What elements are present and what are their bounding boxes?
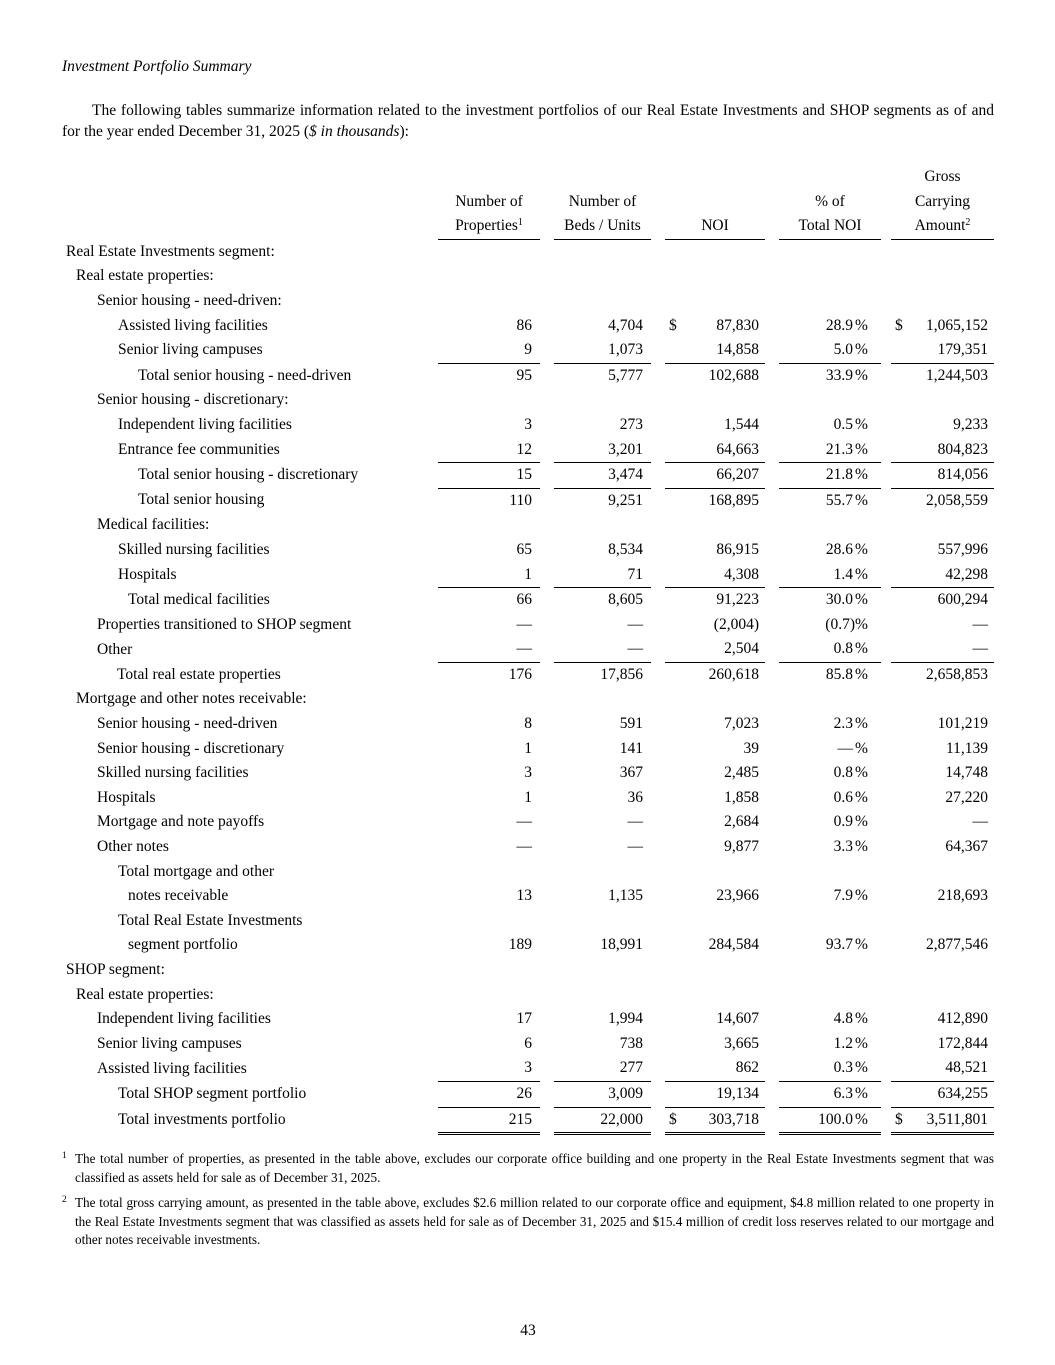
row-label: Real estate properties: bbox=[76, 267, 214, 285]
cell-noi: 284,584 bbox=[708, 936, 759, 954]
row-label: Total Real Estate Investments bbox=[118, 911, 303, 929]
cell-properties: 86 bbox=[516, 316, 532, 334]
cell-pct-total-noi: 0.8 % bbox=[833, 764, 868, 782]
table-header bbox=[62, 165, 994, 239]
cell-pct-total-noi: 4.8 % bbox=[833, 1010, 868, 1028]
cell-noi: 91,223 bbox=[665, 588, 765, 613]
table-row bbox=[62, 637, 994, 662]
row-label: Senior housing - need-driven bbox=[97, 715, 278, 733]
cell-pct-total-noi: 28.9 % bbox=[825, 316, 868, 334]
cell-noi: 1,858 bbox=[724, 788, 759, 806]
header-amount: Amount$^2$ bbox=[891, 214, 994, 239]
cell-gross-carrying-amount: 634,255 bbox=[891, 1081, 994, 1107]
cell-properties: 66 bbox=[438, 588, 540, 613]
cell-properties: — bbox=[516, 813, 532, 831]
row-label: Skilled nursing facilities bbox=[97, 764, 249, 782]
table-body bbox=[62, 239, 994, 1133]
table-row bbox=[62, 884, 994, 909]
cell-properties: 1 bbox=[524, 565, 532, 583]
table-row bbox=[62, 488, 994, 513]
cell-noi: $ 303,718 bbox=[665, 1107, 765, 1134]
table-row bbox=[62, 761, 994, 786]
currency-symbol: $ bbox=[895, 1110, 903, 1128]
cell-gross-carrying-amount: 11,139 bbox=[945, 739, 988, 757]
row-label: Properties transitioned to SHOP segment bbox=[97, 615, 352, 633]
row-label: Other bbox=[97, 640, 133, 658]
cell-pct-total-noi: 3.3 % bbox=[833, 838, 868, 856]
row-label: Assisted living facilities bbox=[97, 1059, 247, 1077]
header-beds-units: Beds / Units bbox=[554, 214, 651, 239]
row-label: Total SHOP segment portfolio bbox=[118, 1084, 307, 1102]
row-label: Senior housing - discretionary bbox=[97, 739, 285, 757]
table-row bbox=[62, 613, 994, 638]
cell-pct-total-noi: 0.5 % bbox=[833, 415, 868, 433]
row-label: Total mortgage and other bbox=[118, 862, 275, 880]
cell-beds-units: — bbox=[627, 838, 643, 856]
cell-noi: 2,485 bbox=[724, 764, 759, 782]
cell-gross-carrying-amount: 14,748 bbox=[945, 764, 988, 782]
cell-beds-units: 8,605 bbox=[554, 588, 651, 613]
table-row bbox=[62, 835, 994, 860]
currency-symbol: $ bbox=[669, 316, 677, 334]
cell-pct-total-noi: 5.0 % bbox=[833, 341, 868, 359]
cell-pct-total-noi: 55.7 % bbox=[779, 488, 881, 513]
cell-beds-units: 3,201 bbox=[608, 440, 643, 458]
cell-beds-units: 9,251 bbox=[554, 488, 651, 513]
cell-noi: 86,915 bbox=[716, 540, 759, 558]
cell-properties: 3 bbox=[524, 1059, 532, 1077]
table-row bbox=[62, 860, 994, 885]
currency-symbol: $ bbox=[895, 316, 903, 334]
cell-noi: 168,895 bbox=[665, 488, 765, 513]
cell-noi: 14,858 bbox=[716, 341, 759, 359]
table-row bbox=[62, 786, 994, 811]
header-row-3 bbox=[62, 214, 994, 239]
cell-pct-total-noi: 21.8 % bbox=[779, 463, 881, 489]
section-title: Investment Portfolio Summary bbox=[62, 58, 252, 75]
cell-beds-units: 3,009 bbox=[554, 1081, 651, 1107]
table-row bbox=[62, 1032, 994, 1057]
cell-beds-units: 591 bbox=[619, 715, 643, 733]
table-row bbox=[62, 1107, 994, 1134]
table-row bbox=[62, 538, 994, 563]
cell-noi: 66,207 bbox=[665, 463, 765, 489]
cell-beds-units: 367 bbox=[619, 764, 643, 782]
cell-beds-units: 738 bbox=[619, 1034, 643, 1052]
cell-properties: 1 bbox=[524, 739, 532, 757]
table-row bbox=[62, 1081, 994, 1107]
cell-pct-total-noi: 0.3 % bbox=[833, 1059, 868, 1077]
cell-beds-units: 1,994 bbox=[608, 1010, 643, 1028]
cell-pct-total-noi: 0.8 % bbox=[833, 640, 868, 658]
cell-noi: 14,607 bbox=[716, 1010, 759, 1028]
cell-noi: 19,134 bbox=[665, 1081, 765, 1107]
table-row bbox=[62, 958, 994, 983]
table-row bbox=[62, 338, 994, 363]
row-label: Skilled nursing facilities bbox=[118, 540, 270, 558]
cell-properties: 13 bbox=[516, 887, 532, 905]
cell-properties: 3 bbox=[524, 415, 532, 433]
cell-properties: 95 bbox=[438, 363, 540, 388]
table-row bbox=[62, 983, 994, 1008]
footnote-mark: 1 bbox=[62, 1151, 67, 1161]
cell-properties: — bbox=[516, 615, 532, 633]
cell-gross-carrying-amount: $ 1,065,152 bbox=[891, 314, 994, 339]
cell-noi: 64,663 bbox=[716, 440, 759, 458]
row-label: Hospitals bbox=[118, 565, 177, 583]
cell-gross-carrying-amount: 64,367 bbox=[945, 838, 988, 856]
table-row bbox=[62, 1007, 994, 1032]
table-row bbox=[62, 737, 994, 762]
footnote-ref-2: 2 bbox=[965, 217, 971, 229]
cell-beds-units: 36 bbox=[627, 788, 643, 806]
cell-beds-units: 17,856 bbox=[554, 662, 651, 687]
page-number: 43 bbox=[520, 1322, 536, 1339]
cell-beds-units: 141 bbox=[619, 739, 643, 757]
table-row bbox=[62, 413, 994, 438]
cell-pct-total-noi: 0.6 % bbox=[833, 788, 868, 806]
cell-properties: 176 bbox=[438, 662, 540, 687]
cell-properties: 17 bbox=[516, 1010, 532, 1028]
cell-noi: 23,966 bbox=[716, 887, 759, 905]
cell-gross-carrying-amount: 179,351 bbox=[937, 341, 988, 359]
cell-pct-total-noi: 1.2 % bbox=[833, 1034, 868, 1052]
cell-beds-units: 273 bbox=[619, 415, 643, 433]
cell-noi: 260,618 bbox=[665, 662, 765, 687]
row-label: Assisted living facilities bbox=[118, 316, 268, 334]
row-label: SHOP segment: bbox=[66, 961, 165, 978]
cell-gross-carrying-amount: — bbox=[972, 615, 988, 633]
row-label: Total real estate properties bbox=[117, 665, 281, 683]
table-row bbox=[62, 239, 994, 264]
cell-pct-total-noi: (0.7)% bbox=[825, 615, 868, 633]
footnote-2 bbox=[62, 1194, 994, 1250]
cell-properties: — bbox=[516, 640, 532, 658]
cell-beds-units: 5,777 bbox=[554, 363, 651, 388]
cell-pct-total-noi: — % bbox=[837, 739, 868, 757]
table-row bbox=[62, 314, 994, 339]
cell-gross-carrying-amount: — bbox=[972, 640, 988, 658]
cell-gross-carrying-amount: 27,220 bbox=[945, 788, 988, 806]
cell-gross-carrying-amount: 218,693 bbox=[937, 887, 988, 905]
row-label: Hospitals bbox=[97, 788, 156, 806]
cell-noi: 2,504 bbox=[724, 640, 759, 658]
row-label: segment portfolio bbox=[128, 936, 238, 954]
cell-gross-carrying-amount: 42,298 bbox=[945, 565, 988, 583]
footnote-1 bbox=[62, 1150, 994, 1187]
cell-beds-units: 22,000 bbox=[554, 1107, 651, 1134]
row-label: Real Estate Investments segment: bbox=[66, 242, 275, 260]
row-label: Senior living campuses bbox=[97, 1034, 242, 1052]
table-row bbox=[62, 909, 994, 934]
table-row bbox=[62, 810, 994, 835]
row-label: Other notes bbox=[97, 838, 169, 856]
table-row bbox=[62, 438, 994, 463]
table-row bbox=[62, 933, 994, 958]
cell-pct-total-noi: 93.7 % bbox=[825, 936, 868, 954]
cell-properties: 215 bbox=[438, 1107, 540, 1134]
cell-properties: 26 bbox=[438, 1081, 540, 1107]
row-label: Independent living facilities bbox=[118, 415, 292, 433]
investment-portfolio-table bbox=[62, 165, 994, 1135]
footnote-text: The total gross carrying amount, as presented in the table above, excludes $2.6 million related to our corporate office and equipment, $4.8 million related to one property in the Real Estate Investments segment that was classified as assets held for sale as of December 31, 2025 and $15.4 million of credit loss reserves related to our mortgage and other notes receivable investments. bbox=[75, 1195, 994, 1247]
intro-text: The following tables summarize information related to the investment portfolios of our Real Estate Investments and SHOP segments as of and for the year ended December 31, 2025 ( bbox=[62, 102, 994, 140]
cell-gross-carrying-amount: 412,890 bbox=[937, 1010, 988, 1028]
table-row bbox=[62, 712, 994, 737]
cell-gross-carrying-amount: 2,658,853 bbox=[891, 662, 994, 687]
cell-noi: 102,688 bbox=[665, 363, 765, 388]
row-label: Independent living facilities bbox=[97, 1010, 271, 1028]
cell-noi: $ 87,830 bbox=[665, 314, 765, 339]
row-label: Entrance fee communities bbox=[118, 440, 280, 458]
cell-properties: 1 bbox=[524, 788, 532, 806]
row-label: Total senior housing - need-driven bbox=[138, 366, 352, 384]
cell-beds-units: — bbox=[627, 615, 643, 633]
footnotes bbox=[62, 1150, 994, 1257]
cell-properties: 110 bbox=[438, 488, 540, 513]
cell-gross-carrying-amount: 600,294 bbox=[891, 588, 994, 613]
intro-paragraph bbox=[62, 100, 994, 142]
cell-gross-carrying-amount: 9,233 bbox=[953, 415, 988, 433]
row-label: Real estate properties: bbox=[76, 985, 214, 1003]
cell-properties: 3 bbox=[524, 764, 532, 782]
cell-pct-total-noi: 30.0 % bbox=[779, 588, 881, 613]
table-row bbox=[62, 463, 994, 489]
cell-properties: 12 bbox=[516, 440, 532, 458]
cell-beds-units: 71 bbox=[627, 565, 643, 583]
footnote-ref-1: 1 bbox=[517, 217, 523, 229]
header-pct-line1: % of bbox=[815, 192, 845, 210]
cell-beds-units: — bbox=[627, 813, 643, 831]
footnote-mark: 2 bbox=[62, 1195, 67, 1205]
cell-gross-carrying-amount: $ 3,511,801 bbox=[891, 1107, 994, 1134]
intro-units: $ in thousands bbox=[309, 123, 400, 140]
cell-pct-total-noi: 0.9 % bbox=[833, 813, 868, 831]
cell-beds-units: 8,534 bbox=[608, 540, 643, 558]
cell-noi: 4,308 bbox=[724, 565, 759, 583]
header-props-line1: Number of bbox=[455, 192, 523, 210]
cell-noi: 39 bbox=[743, 739, 759, 757]
row-label: Total medical facilities bbox=[128, 590, 270, 608]
header-properties: Properties$^1$ bbox=[438, 214, 540, 239]
cell-noi: 862 bbox=[735, 1059, 759, 1077]
table-row bbox=[62, 264, 994, 289]
header-total-noi: Total NOI bbox=[779, 214, 881, 239]
cell-pct-total-noi: 21.3 % bbox=[825, 440, 868, 458]
cell-properties: 15 bbox=[438, 463, 540, 489]
header-gross-line1: Gross bbox=[924, 168, 961, 185]
cell-gross-carrying-amount: — bbox=[972, 813, 988, 831]
cell-gross-carrying-amount: 1,244,503 bbox=[891, 363, 994, 388]
cell-gross-carrying-amount: 48,521 bbox=[945, 1059, 988, 1077]
cell-pct-total-noi: 85.8 % bbox=[779, 662, 881, 687]
row-label: notes receivable bbox=[128, 887, 229, 905]
cell-gross-carrying-amount: 172,844 bbox=[937, 1034, 988, 1052]
table-row bbox=[62, 563, 994, 588]
cell-properties: 6 bbox=[524, 1034, 532, 1052]
table-row bbox=[62, 513, 994, 538]
table-row bbox=[62, 388, 994, 413]
cell-beds-units: 1,073 bbox=[608, 341, 643, 359]
cell-pct-total-noi: 2.3 % bbox=[833, 715, 868, 733]
row-label: Total senior housing bbox=[138, 491, 265, 509]
cell-beds-units: 277 bbox=[619, 1059, 643, 1077]
cell-pct-total-noi: 6.3 % bbox=[779, 1081, 881, 1107]
row-label: Mortgage and note payoffs bbox=[97, 813, 265, 831]
cell-pct-total-noi: 28.6 % bbox=[825, 540, 868, 558]
row-label: Total senior housing - discretionary bbox=[138, 466, 359, 484]
cell-gross-carrying-amount: 557,996 bbox=[937, 540, 988, 558]
cell-properties: — bbox=[516, 838, 532, 856]
cell-pct-total-noi: 100.0 % bbox=[779, 1107, 881, 1134]
header-row-2 bbox=[62, 190, 994, 215]
cell-beds-units: — bbox=[627, 640, 643, 658]
table-row bbox=[62, 1056, 994, 1081]
cell-noi: 9,877 bbox=[724, 838, 759, 856]
currency-symbol: $ bbox=[669, 1110, 677, 1128]
cell-gross-carrying-amount: 2,877,546 bbox=[926, 936, 988, 954]
header-gross-line2: Carrying bbox=[914, 192, 971, 210]
cell-beds-units: 4,704 bbox=[608, 316, 643, 334]
table-row bbox=[62, 588, 994, 613]
table-row bbox=[62, 363, 994, 388]
cell-gross-carrying-amount: 814,056 bbox=[891, 463, 994, 489]
row-label: Senior living campuses bbox=[118, 341, 263, 359]
row-label: Senior housing - discretionary: bbox=[97, 391, 289, 409]
row-label: Medical facilities: bbox=[97, 516, 210, 534]
row-label: Total investments portfolio bbox=[118, 1111, 286, 1129]
cell-gross-carrying-amount: 101,219 bbox=[937, 715, 988, 733]
cell-pct-total-noi: 1.4 % bbox=[833, 565, 868, 583]
header-row-1 bbox=[62, 165, 994, 190]
cell-properties: 189 bbox=[508, 936, 532, 954]
row-label: Senior housing - need-driven: bbox=[97, 291, 282, 309]
cell-gross-carrying-amount: 804,823 bbox=[937, 440, 988, 458]
footnote-text: The total number of properties, as presented in the table above, excludes our corporate office building and one property in the Real Estate Investments segment that was classified as assets held for sale as of December 31, 2025. bbox=[75, 1151, 994, 1185]
cell-gross-carrying-amount: 2,058,559 bbox=[891, 488, 994, 513]
cell-noi: 1,544 bbox=[724, 415, 759, 433]
cell-beds-units: 1,135 bbox=[608, 887, 643, 905]
cell-beds-units: 3,474 bbox=[554, 463, 651, 489]
cell-pct-total-noi: 7.9 % bbox=[833, 887, 868, 905]
cell-noi: 3,665 bbox=[724, 1034, 759, 1052]
table-row bbox=[62, 289, 994, 314]
cell-properties: 8 bbox=[524, 715, 532, 733]
table-row bbox=[62, 687, 994, 712]
cell-noi: 7,023 bbox=[724, 715, 759, 733]
cell-beds-units: 18,991 bbox=[600, 936, 643, 954]
table-row bbox=[62, 662, 994, 687]
cell-noi: 2,684 bbox=[724, 813, 759, 831]
cell-noi: (2,004) bbox=[713, 615, 759, 633]
cell-properties: 9 bbox=[524, 341, 532, 359]
intro-text-end: ): bbox=[399, 123, 409, 140]
cell-pct-total-noi: 33.9 % bbox=[779, 363, 881, 388]
header-beds-line1: Number of bbox=[568, 192, 637, 210]
header-noi: NOI bbox=[665, 214, 765, 239]
row-label: Mortgage and other notes receivable: bbox=[76, 690, 307, 708]
cell-properties: 65 bbox=[516, 540, 532, 558]
